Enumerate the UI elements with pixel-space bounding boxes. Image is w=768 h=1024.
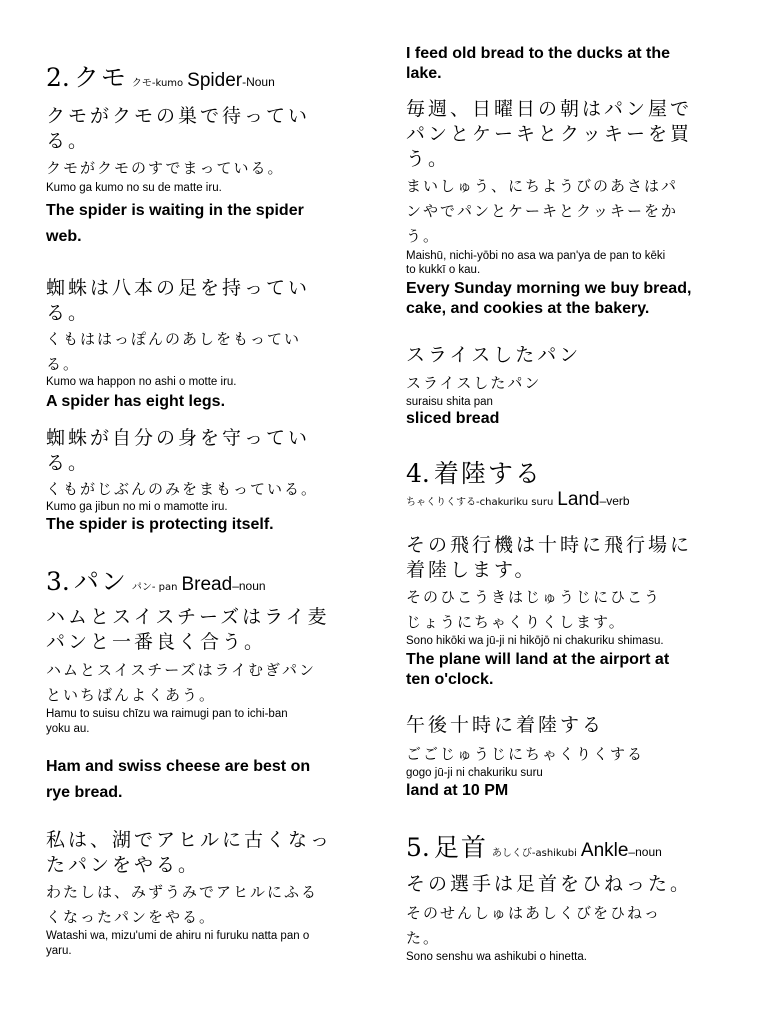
- example-jp-line: クモがクモの巣で待ってい: [46, 105, 311, 127]
- example-romaji-line: suraisu shita pan: [406, 396, 493, 408]
- entry-heading-kumo: [46, 58, 376, 94]
- example-jp-line: その飛行機は十時に飛行場に: [406, 534, 693, 556]
- entry-heading-chakuriku: [406, 454, 736, 490]
- entry-part-of-speech: –noun: [628, 845, 662, 859]
- entry-subheading-chakuriku: [406, 489, 736, 511]
- example-jp-line: 着陸します。: [406, 559, 537, 581]
- example-english-line: Every Sunday morning we buy bread,: [406, 280, 692, 297]
- example-romaji-line: Kumo wa happon no ashi o motte iru.: [46, 376, 237, 388]
- example-jp-line: 蜘蛛は八本の足を持ってい: [46, 277, 311, 299]
- example-jp-line: 毎週、日曜日の朝はパン屋で: [406, 98, 693, 120]
- example-english-line: A spider has eight legs.: [46, 393, 226, 410]
- example-kana-line: そのひこうきはじゅうじにひこう: [406, 588, 662, 606]
- example-romaji-line: yoku au.: [46, 723, 90, 735]
- example-kana-line: クモがクモのすでまっている。: [46, 159, 285, 177]
- example-jp-line: る。: [46, 302, 91, 324]
- example-english-line: The spider is protecting itself.: [46, 516, 274, 533]
- example-jp-line: 午後十時に着陸する: [406, 714, 605, 736]
- example-kana-line: といちばんよくあう。: [46, 686, 217, 704]
- example-english-line: The spider is waiting in the spider: [46, 202, 304, 219]
- example-english-line: web.: [46, 228, 82, 245]
- example-jp-line: 蜘蛛が自分の身を守ってい: [46, 427, 311, 449]
- example-jp-line: う。: [406, 148, 451, 170]
- entry-word-jp: パン: [73, 567, 128, 596]
- example-kana-line: くもははっぽんのあしをもってい: [46, 330, 302, 348]
- example-romaji-line: Kumo ga jibun no mi o mamotte iru.: [46, 501, 228, 513]
- example-english-line: Ham and swiss cheese are best on: [46, 758, 311, 775]
- example-kana-line: そのせんしゅはあしくびをひねっ: [406, 904, 662, 922]
- example-kana-line: ハムとスイスチーズはライむぎパン: [46, 661, 317, 679]
- entry-number: 5.: [406, 833, 430, 862]
- example-english-line: I feed old bread to the ducks at the: [406, 45, 671, 62]
- example-jp-line: る。: [46, 130, 91, 152]
- example-english-line: rye bread.: [46, 784, 123, 801]
- example-kana-line: まいしゅう、にちようびのあさはパ: [406, 177, 679, 195]
- example-romaji-line: Sono senshu wa ashikubi o hinetta.: [406, 951, 587, 963]
- example-jp-line: ハムとスイスチーズはライ麦: [46, 606, 330, 628]
- example-jp-line: パンとケーキとクッキーを買: [406, 123, 693, 145]
- example-english-line: ten o'clock.: [406, 671, 494, 688]
- example-kana-line: う。: [406, 227, 441, 245]
- example-kana-line: ンやでパンとケーキとクッキーをか: [406, 202, 679, 220]
- example-romaji-line: gogo jū-ji ni chakuriku suru: [406, 767, 543, 779]
- example-kana-line: わたしは、みずうみでアヒルにふる: [46, 883, 319, 901]
- example-english-line: lake.: [406, 65, 442, 82]
- example-jp-line: る。: [46, 452, 91, 474]
- example-romaji-line: Watashi wa, mizu'umi de ahiru ni furuku natta pan o: [46, 930, 310, 942]
- entry-reading: あしくび-ashikubi: [491, 848, 577, 859]
- entry-word-en: Bread: [181, 574, 233, 595]
- example-kana-line: くもがじぶんのみをまもっている。: [46, 480, 319, 498]
- entry-number: 2.: [46, 63, 70, 92]
- example-kana-line: ごごじゅうじにちゃくりくする: [406, 745, 645, 763]
- example-english-line: cake, and cookies at the bakery.: [406, 300, 650, 317]
- entry-number: 3.: [46, 567, 70, 596]
- entry-word-en: Spider: [187, 70, 243, 91]
- example-kana-line: じょうにちゃくりくします。: [406, 613, 626, 631]
- example-romaji-line: Hamu to suisu chīzu wa raimugi pan to ichi-ban: [46, 708, 288, 720]
- example-romaji-line: to kukkī o kau.: [406, 264, 481, 276]
- entry-part-of-speech: -Noun: [242, 75, 275, 89]
- example-jp-line: たパンをやる。: [46, 854, 201, 876]
- entry-part-of-speech: –verb: [599, 494, 630, 508]
- example-kana-line: くなったパンをやる。: [46, 908, 217, 926]
- entry-heading-ashikubi: [406, 828, 736, 864]
- example-jp-line: パンと一番良く合う。: [46, 631, 267, 653]
- example-romaji-line: yaru.: [46, 945, 72, 957]
- entry-word-en: Land: [557, 489, 600, 510]
- entry-word-jp: 着陸する: [433, 459, 542, 488]
- example-kana-line: た。: [406, 929, 441, 947]
- example-jp-line: その選手は足首をひねった。: [406, 873, 693, 895]
- example-romaji-line: Maishū, nichi-yōbi no asa wa pan'ya de pan to kēki: [406, 250, 666, 262]
- example-english-line: land at 10 PM: [406, 782, 509, 799]
- entry-word-jp: 足首: [433, 833, 488, 862]
- example-jp-line: 私は、湖でアヒルに古くなっ: [46, 829, 333, 851]
- example-english-line: sliced bread: [406, 410, 500, 427]
- entry-reading: ちゃくりくする-chakuriku suru: [406, 497, 554, 508]
- example-romaji-line: Sono hikōki wa jū-ji ni hikōjō ni chakuriku shimasu.: [406, 635, 664, 647]
- entry-reading: クモ-kumo: [131, 78, 184, 89]
- entry-reading: パン- pan: [131, 582, 178, 593]
- example-kana-line: スライスしたパン: [406, 374, 542, 392]
- example-jp-line: スライスしたパン: [406, 344, 582, 366]
- entry-word-en: Ankle: [580, 840, 629, 861]
- entry-part-of-speech: –noun: [232, 579, 266, 593]
- entry-number: 4.: [406, 459, 430, 488]
- example-kana-line: る。: [46, 355, 81, 373]
- entry-heading-pan: [46, 562, 376, 598]
- example-romaji-line: Kumo ga kumo no su de matte iru.: [46, 182, 222, 194]
- entry-word-jp: クモ: [73, 63, 128, 92]
- example-english-line: The plane will land at the airport at: [406, 651, 670, 668]
